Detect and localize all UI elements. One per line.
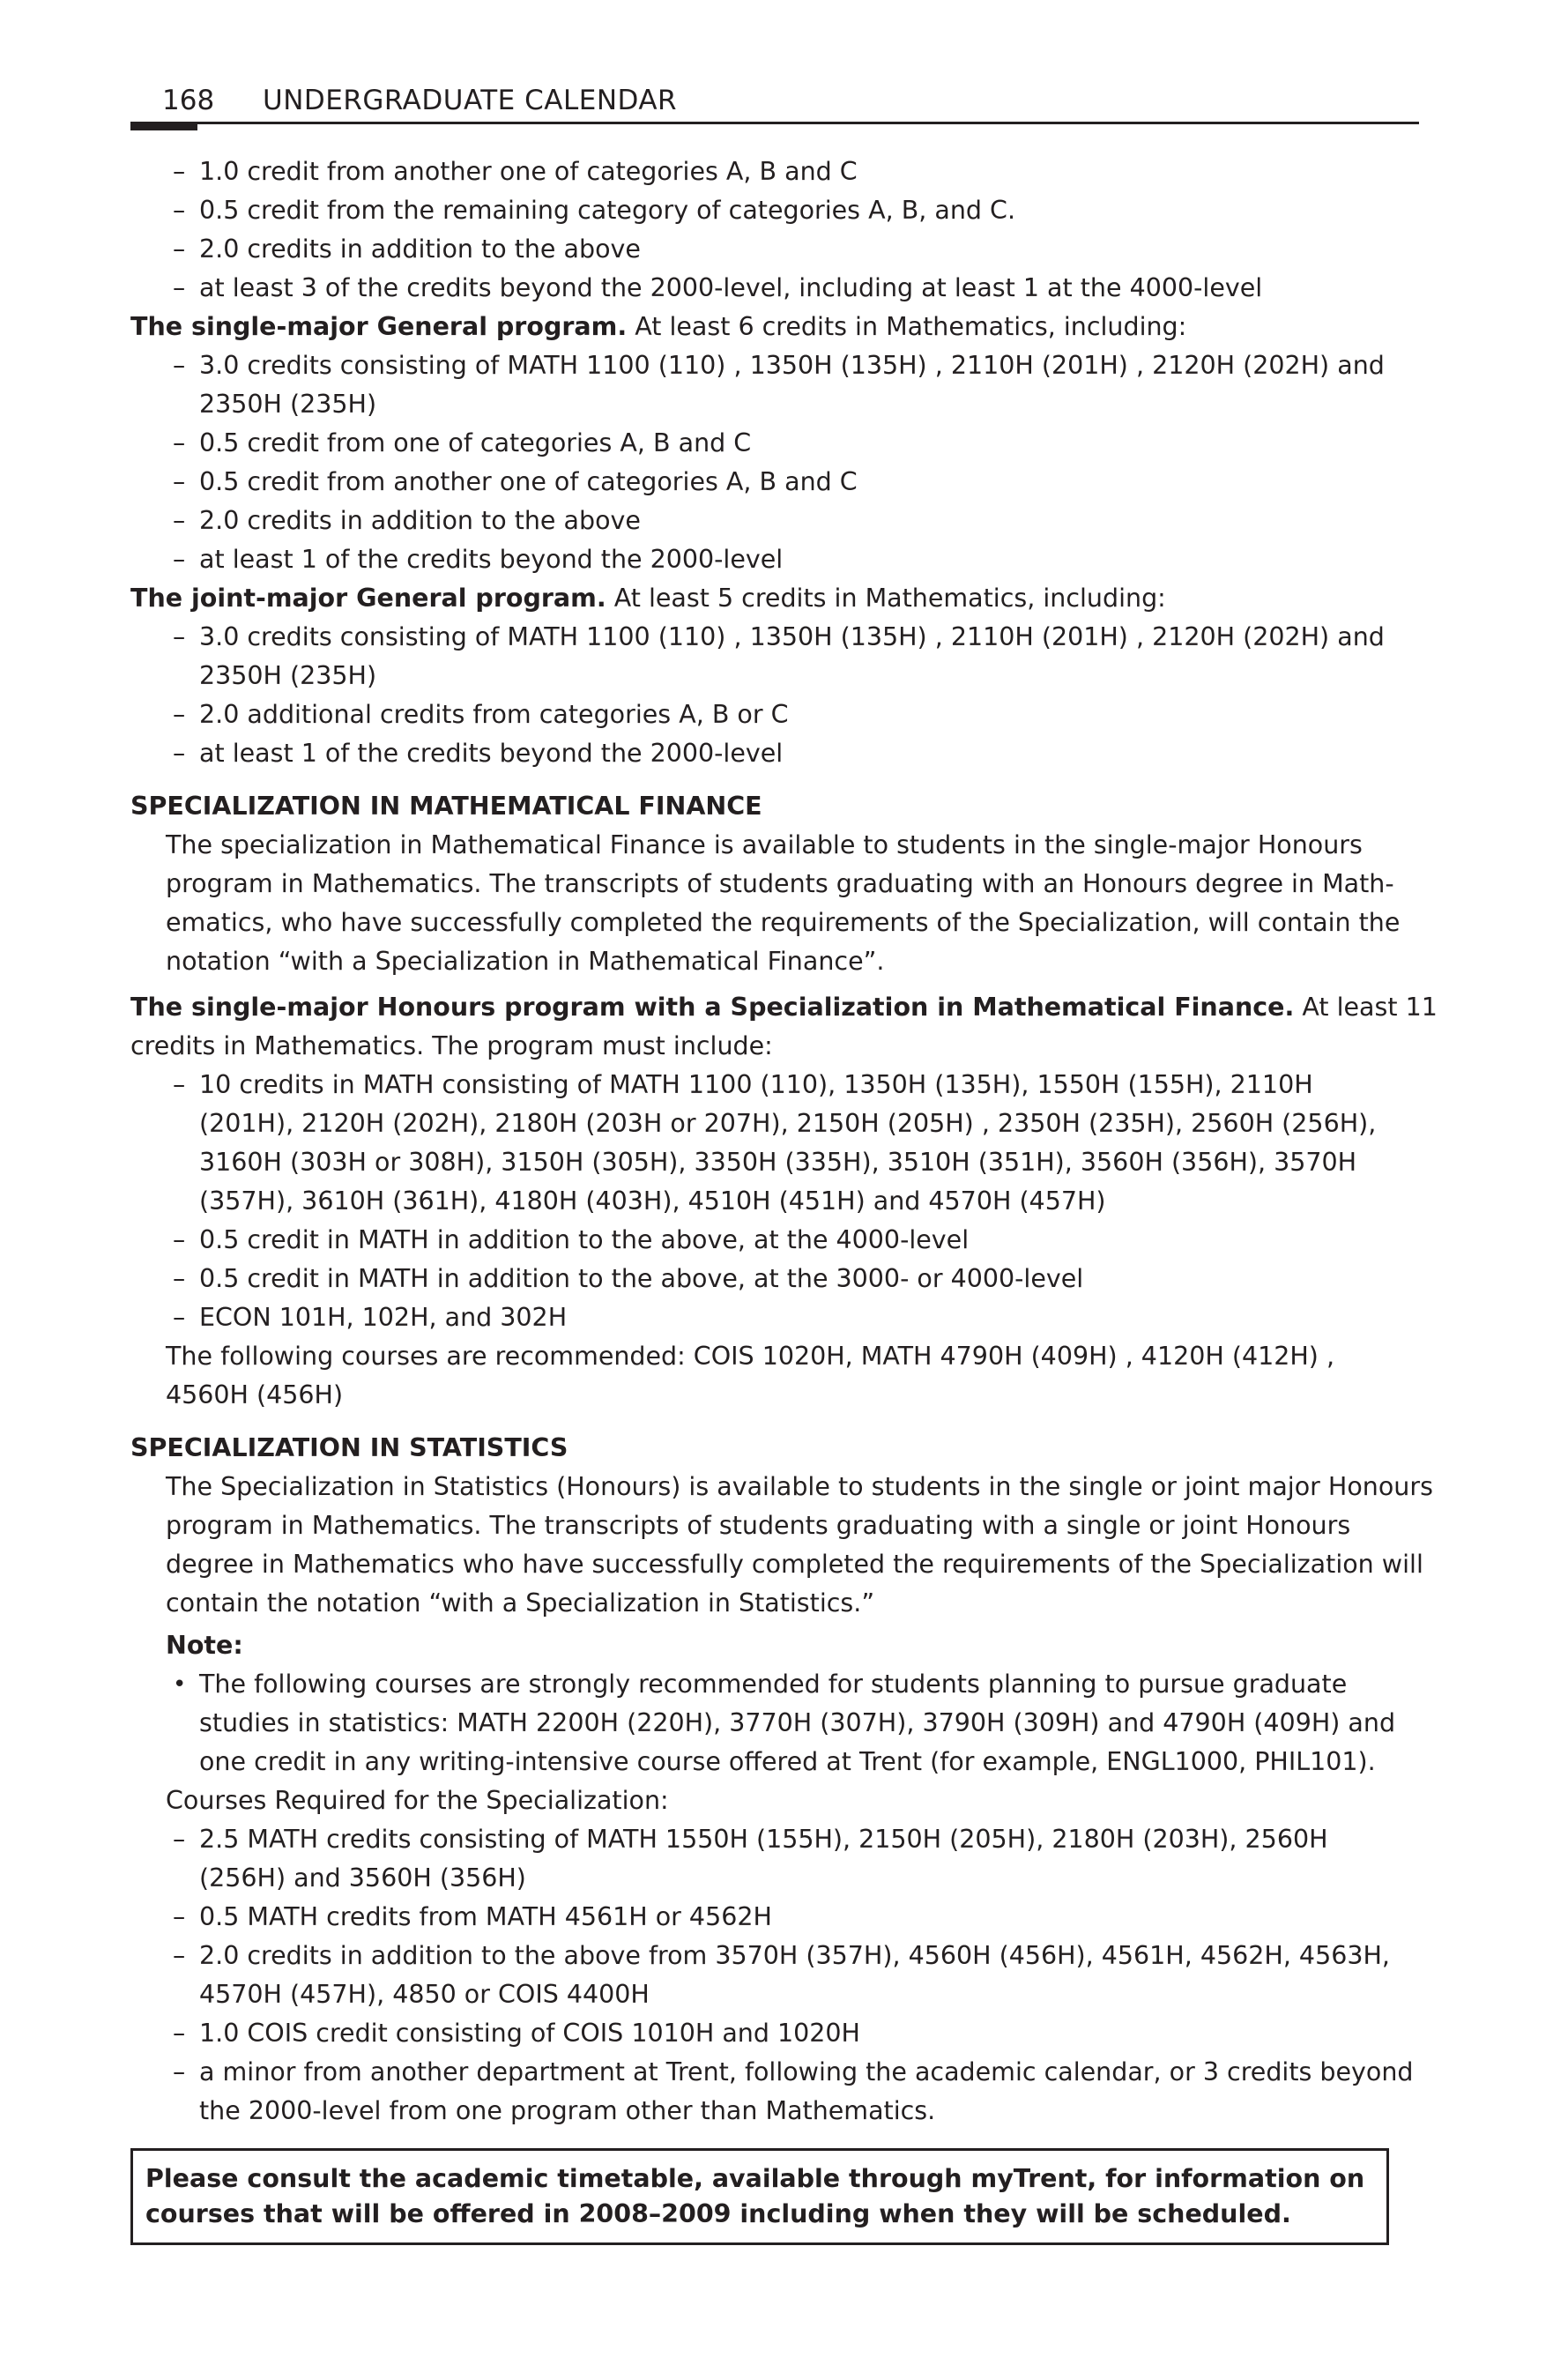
dash-marker: –	[173, 196, 186, 225]
page-content	[130, 152, 1438, 2245]
single-major-general-list	[130, 346, 1419, 579]
dash-marker: –	[173, 1941, 186, 1970]
notice-line: courses that will be offered in 2008–2009 including when they will be scheduled.	[145, 2199, 1291, 2228]
list-item: – 2.0 additional credits from categories A, B or C	[130, 695, 1419, 734]
dash-marker: –	[173, 1225, 186, 1254]
list-item: – at least 1 of the credits beyond the 2000-level	[130, 540, 1419, 579]
dash-marker: –	[173, 234, 186, 264]
list-item: – at least 1 of the credits beyond the 2000-level	[130, 734, 1419, 773]
section-title-statistics: SPECIALIZATION IN STATISTICS	[130, 1433, 568, 1462]
dash-marker: –	[173, 467, 186, 496]
dash-marker: –	[173, 273, 186, 302]
list-item: – ECON 101H, 102H, and 302H	[130, 1298, 1419, 1337]
math-finance-program-intro: credits in Mathematics. The program must include:	[130, 1031, 773, 1060]
header-marker	[130, 122, 197, 130]
list-item: – 0.5 credit in MATH in addition to the above, at the 4000-level	[130, 1221, 1419, 1260]
note-label: Note:	[166, 1631, 243, 1660]
list-item: – 0.5 credit in MATH in addition to the above, at the 3000- or 4000-level	[130, 1260, 1419, 1298]
dash-marker: –	[173, 157, 186, 186]
dash-marker: –	[173, 1902, 186, 1931]
dash-marker: –	[173, 2057, 186, 2086]
math-finance-list	[130, 1066, 1419, 1337]
running-header	[130, 79, 1419, 124]
notice-line: Please consult the academic timetable, available through myTrent, for information on	[145, 2164, 1365, 2193]
list-item: – 3.0 credits consisting of MATH 1100 (110) , 1350H (135H) , 2110H (201H) , 2120H (202H) and 2350H (235H)	[130, 618, 1419, 695]
header-title: UNDERGRADUATE CALENDAR	[263, 85, 678, 116]
list-item: – at least 3 of the credits beyond the 2000-level, including at least 1 at the 4000-level	[130, 269, 1419, 308]
dash-marker: –	[173, 1825, 186, 1854]
list-item: – 2.5 MATH credits consisting of MATH 1550H (155H), 2150H (205H), 2180H (203H), 2560H (256H) and 3560H (356H)	[130, 1820, 1419, 1898]
list-item: – 0.5 credit from another one of categories A, B and C	[130, 463, 1419, 502]
dash-marker: –	[173, 1303, 186, 1332]
list-item: – 0.5 MATH credits from MATH 4561H or 4562H	[130, 1898, 1419, 1937]
dash-marker: –	[173, 1070, 186, 1099]
list-item: – 0.5 credit from the remaining category of categories A, B, and C.	[130, 191, 1419, 230]
list-item: – 10 credits in MATH consisting of MATH 1100 (110), 1350H (135H), 1550H (155H), 2110H (201H), 2120H (202H), 2180H (203H or 207H), 2150H (205H) , 2350H (235H), 2560H (256H), 3160H (303H or 308H), 3150H (305H), 3350H (335H), 3510H (351H), 3560H (356H), 3570H (357H), 3610H (361H), 4180H (403H), 4510H (451H) and 4570H (457H)	[130, 1066, 1419, 1221]
dash-marker: –	[173, 2019, 186, 2048]
math-finance-recommended: The following courses are recommended: COIS 1020H, MATH 4790H (409H) , 4120H (412H) , 4560H (456H)	[166, 1342, 1335, 1409]
continued-requirement-list	[130, 152, 1419, 308]
list-item: – 2.0 credits in addition to the above from 3570H (357H), 4560H (456H), 4561H, 4562H, 4563H, 4570H (457H), 4850 or COIS 4400H	[130, 1937, 1419, 2014]
dash-marker: –	[173, 700, 186, 729]
page-number: 168	[162, 85, 215, 116]
dash-marker: –	[173, 506, 186, 535]
list-item: – a minor from another department at Trent, following the academic calendar, or 3 credits beyond the 2000-level from one program other than Mathematics.	[130, 2053, 1419, 2131]
section-title-math-finance: SPECIALIZATION IN MATHEMATICAL FINANCE	[130, 792, 762, 821]
list-item: – 1.0 credit from another one of categories A, B and C	[130, 152, 1419, 191]
list-item: – 0.5 credit from one of categories A, B and C	[130, 424, 1419, 463]
dash-marker: –	[173, 545, 186, 574]
joint-major-general-heading: The joint-major General program. At least 5 credits in Mathematics, including:	[130, 584, 1166, 613]
page	[130, 79, 1438, 2245]
timetable-notice-box	[130, 2148, 1389, 2245]
list-item: – 3.0 credits consisting of MATH 1100 (110) , 1350H (135H) , 2110H (201H) , 2120H (202H) and 2350H (235H)	[130, 346, 1419, 424]
statistics-list	[130, 1820, 1419, 2131]
dash-marker: –	[173, 428, 186, 457]
joint-major-general-list	[130, 618, 1419, 773]
list-item: – 2.0 credits in addition to the above	[130, 230, 1419, 269]
note-bullet-item: • The following courses are strongly recommended for students planning to pursue graduate studies in statistics: MATH 2200H (220H), 3770H (307H), 3790H (309H) and 4790H (409H) and one credit in any writing-intensive course offered at Trent (for example, ENGL1000, PHIL101).	[130, 1665, 1419, 1781]
list-item: – 1.0 COIS credit consisting of COIS 1010H and 1020H	[130, 2014, 1419, 2053]
single-major-general-heading: The single-major General program. At least 6 credits in Mathematics, including:	[130, 312, 1187, 341]
statistics-description: The Specialization in Statistics (Honours) is available to students in the single or joint major Honours program in Mathematics. The transcripts of students graduating with a single or joint Honours degree in Mathematics who have successfully completed the requirements of the Specialization will contain the notation “with a Specialization in Statistics.”	[166, 1472, 1433, 1618]
dash-marker: –	[173, 622, 186, 651]
required-courses-label: Courses Required for the Specialization:	[166, 1786, 669, 1815]
math-finance-program-heading: The single-major Honours program with a Specialization in Mathematical Finance. At least 11	[130, 993, 1438, 1022]
dash-marker: –	[173, 1264, 186, 1293]
list-item: – 2.0 credits in addition to the above	[130, 502, 1419, 540]
dash-marker: –	[173, 739, 186, 768]
math-finance-description: The specialization in Mathematical Finance is available to students in the single-major Honours program in Mathematics. The transcripts of students graduating with an Honours degree in Math- ematics, who have successfully completed the requirements of the Specialization, will contain the notation “with a Specialization in Mathematical Finance”.	[166, 830, 1401, 976]
bullet-marker: •	[173, 1671, 187, 1698]
dash-marker: –	[173, 351, 186, 380]
